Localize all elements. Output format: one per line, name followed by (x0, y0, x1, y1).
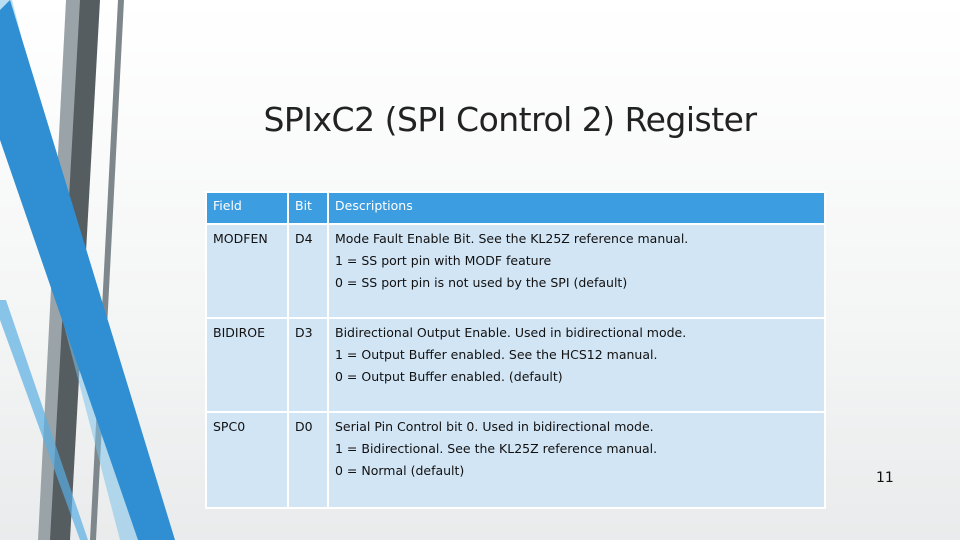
description-line: 0 = Normal (default) (335, 463, 465, 478)
description-cell (328, 412, 825, 508)
stripe-blue-thin (0, 300, 88, 540)
slide-title: SPIxC2 (SPI Control 2) Register (263, 100, 757, 139)
description-line: 0 = Output Buffer enabled. (default) (335, 369, 563, 384)
stripe-blue-light (0, 0, 150, 540)
table-header-row (206, 192, 825, 224)
field-cell: SPC0 (206, 412, 288, 508)
stripe-gray-light (38, 0, 92, 540)
table-row (206, 318, 825, 412)
description-cell (328, 224, 825, 318)
register-table (205, 191, 826, 509)
description-line: 1 = Bidirectional. See the KL25Z reference manual. (335, 441, 658, 456)
stripe-gray-dark (50, 0, 100, 540)
table-row (206, 412, 825, 508)
page-number: 11 (876, 470, 894, 486)
table-row (206, 224, 825, 318)
description-line: Serial Pin Control bit 0. Used in bidirectional mode. (335, 419, 654, 434)
stripe-blue-band (0, 0, 175, 540)
description-line: 1 = SS port pin with MODF feature (335, 253, 552, 268)
bit-cell: D0 (288, 412, 328, 508)
stripe-gray-thin (90, 0, 124, 540)
description-line: 1 = Output Buffer enabled. See the HCS12 manual. (335, 347, 658, 362)
header-field: Field (206, 192, 288, 224)
header-descriptions: Descriptions (328, 192, 825, 224)
bit-cell: D4 (288, 224, 328, 318)
description-line: 0 = SS port pin is not used by the SPI (default) (335, 275, 628, 290)
description-line: Mode Fault Enable Bit. See the KL25Z reference manual. (335, 231, 689, 246)
field-cell: MODFEN (206, 224, 288, 318)
header-bit: Bit (288, 192, 328, 224)
description-cell (328, 318, 825, 412)
bit-cell: D3 (288, 318, 328, 412)
field-cell: BIDIROE (206, 318, 288, 412)
description-line: Bidirectional Output Enable. Used in bidirectional mode. (335, 325, 687, 340)
